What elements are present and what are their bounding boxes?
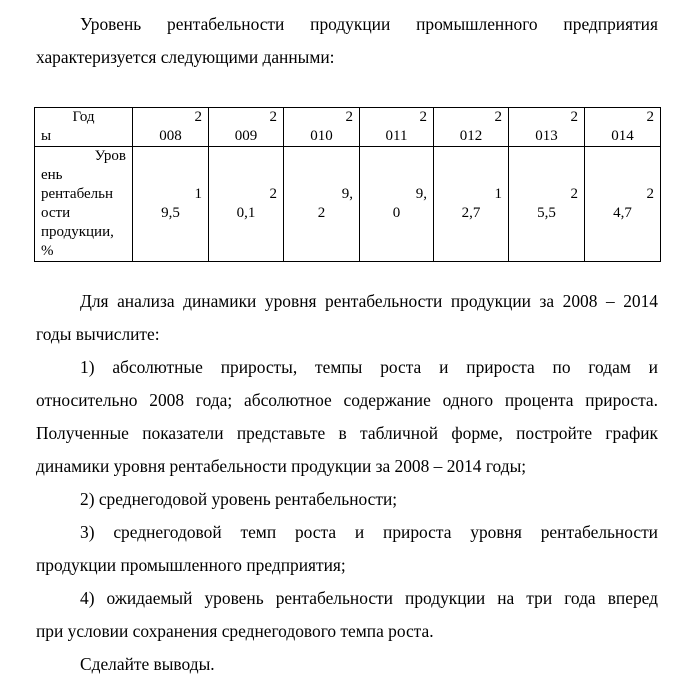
value-part1: 2	[269, 186, 277, 202]
value-part1: 2	[646, 186, 654, 202]
value-cell	[133, 147, 209, 262]
item1-line-1: 1) абсолютные приросты, темпы роста и прироста по годам и	[80, 357, 658, 377]
task-intro-line-1: Для анализа динамики уровня рентабельности продукции за 2008 – 2014	[80, 291, 658, 311]
year-cell	[284, 108, 360, 147]
year-cell	[509, 108, 585, 147]
value-cell	[585, 147, 661, 262]
value-part2: 2,7	[461, 205, 481, 221]
item2-line: 2) среднегодовой уровень рентабельности;	[80, 489, 398, 509]
header-label-cell	[35, 108, 133, 147]
value-cell	[360, 147, 434, 262]
year-part1: 2	[194, 109, 202, 125]
intro-line-1: Уровень рентабельности продукции промышленного предприятия	[80, 14, 658, 34]
year-cell	[133, 108, 209, 147]
row-label-line: %	[41, 243, 54, 259]
year-part2: 013	[535, 128, 558, 144]
year-part1: 2	[345, 109, 353, 125]
item1-line-2: относительно 2008 года; абсолютное содержание одного процента прироста.	[36, 390, 658, 410]
year-part1: 2	[419, 109, 427, 125]
value-cell	[434, 147, 509, 262]
year-part2: 014	[611, 128, 634, 144]
value-part2: 5,5	[537, 205, 556, 221]
year-cell	[209, 108, 284, 147]
year-part2: 009	[234, 128, 258, 144]
year-part2: 010	[310, 128, 333, 144]
value-part2: 0,1	[236, 205, 256, 221]
table-value-row	[35, 147, 661, 262]
row-label-line: Уров	[94, 148, 126, 164]
year-part2: 012	[459, 128, 483, 144]
intro-line-2: характеризуется следующими данными:	[36, 47, 335, 67]
value-cell	[284, 147, 360, 262]
item1-line-3: Полученные показатели представьте в табличной форме, постройте график	[36, 423, 658, 443]
year-part2: 008	[159, 128, 182, 144]
value-cell	[209, 147, 284, 262]
row-label-line: ень	[41, 167, 63, 183]
task-intro-line-2: годы вычислите:	[36, 324, 160, 344]
profitability-table	[34, 107, 661, 262]
item3-line-2: продукции промышленного предприятия;	[36, 555, 346, 575]
table-header-row	[35, 108, 661, 147]
value-part1: 9,	[341, 186, 353, 202]
item4-line-2: при условии сохранения среднегодового темпа роста.	[36, 621, 434, 641]
value-cell	[509, 147, 585, 262]
value-part1: 2	[570, 186, 578, 202]
year-part1: 2	[646, 109, 654, 125]
row-label-line: рентабельн	[41, 186, 114, 202]
header-label-part1: Год	[72, 109, 95, 125]
value-part1: 9,	[415, 186, 427, 202]
value-part2: 0	[392, 205, 401, 221]
value-part2: 9,5	[161, 205, 180, 221]
value-part2: 4,7	[613, 205, 632, 221]
value-part1: 1	[494, 186, 502, 202]
row-label-line: продукции,	[41, 224, 114, 240]
year-part2: 011	[385, 128, 408, 144]
year-part1: 2	[494, 109, 502, 125]
year-cell	[434, 108, 509, 147]
item1-line-4: динамики уровня рентабельности продукции за 2008 – 2014 годы;	[36, 456, 527, 476]
year-cell	[360, 108, 434, 147]
value-part2: 2	[317, 205, 326, 221]
header-label-part2: ы	[41, 128, 52, 144]
year-cell	[585, 108, 661, 147]
conclusion-line: Сделайте выводы.	[80, 654, 215, 674]
year-part1: 2	[269, 109, 277, 125]
row-label-cell	[35, 147, 133, 262]
year-part1: 2	[570, 109, 578, 125]
item4-line-1: 4) ожидаемый уровень рентабельности продукции на три года вперед	[80, 588, 658, 608]
row-label-line: ости	[41, 205, 71, 221]
value-part1: 1	[194, 186, 202, 202]
item3-line-1: 3) среднегодовой темп роста и прироста уровня рентабельности	[80, 522, 658, 542]
